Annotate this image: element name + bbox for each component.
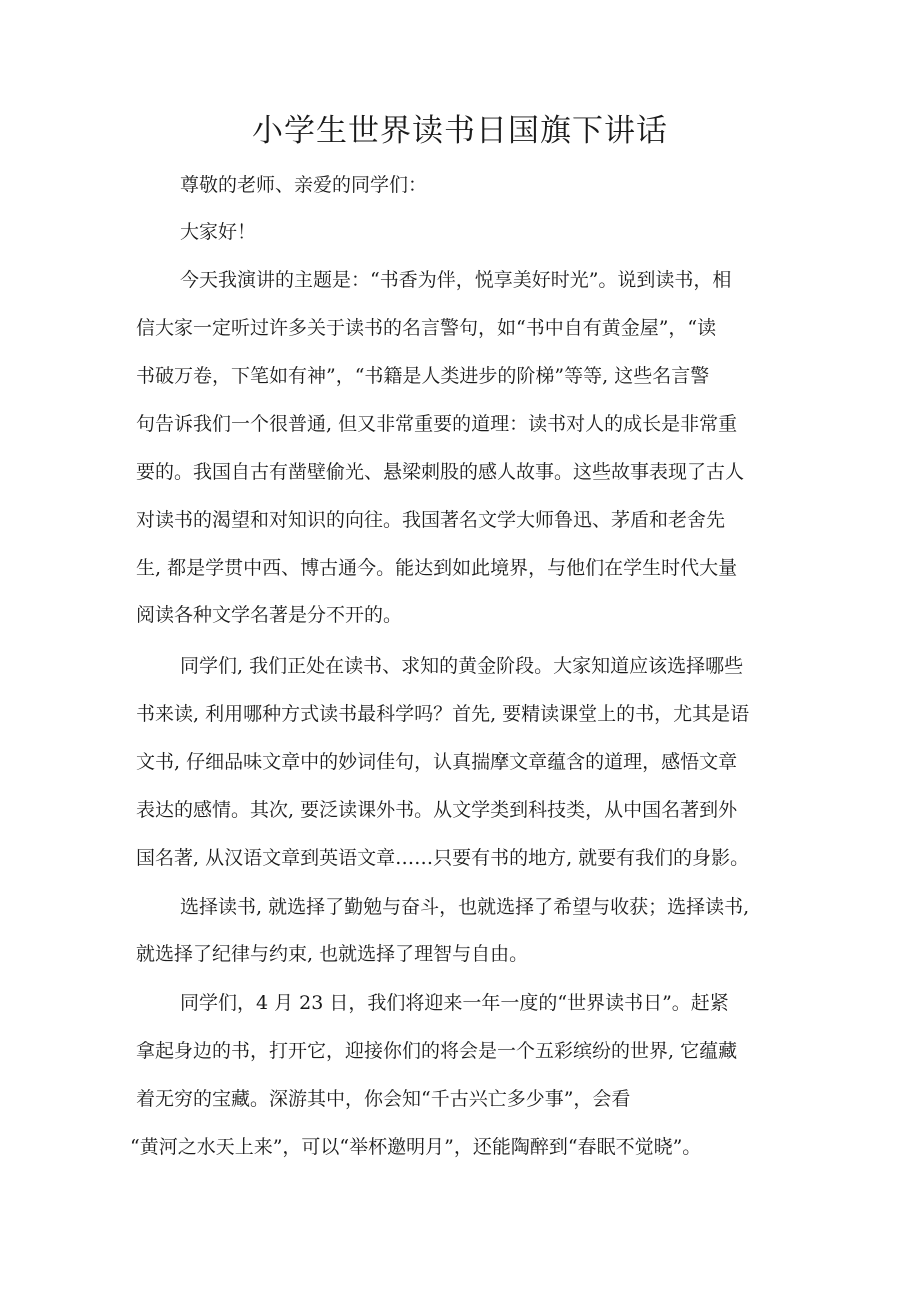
- paragraph-1-line: 句告诉我们一个很普通, 但又非常重要的道理：读书对人的成长是非常重: [136, 413, 738, 435]
- paragraph-3-line: 就选择了纪律与约束, 也就选择了理智与自由。: [136, 943, 529, 965]
- paragraph-2-line: 国名著, 从汉语文章到英语文章……只要有书的地方, 就要有我们的身影。: [136, 847, 750, 869]
- paragraph-1-line: 信大家一定听过许多关于读书的名言警句，如“书中自有黄金屋”，“读: [136, 317, 717, 339]
- paragraph-4-line: “黄河之水天上来”，可以“举杯邀明月”，还能陶醉到“春眠不觉晓”。: [130, 1136, 702, 1158]
- paragraph-2-line: 书来读, 利用哪种方式读书最科学吗？首先, 要精读课堂上的书，尤其是语: [136, 703, 750, 725]
- paragraph-1-line: 生, 都是学贯中西、博古通今。能达到如此境界，与他们在学生时代大量: [136, 557, 738, 579]
- paragraph-4-line: 同学们，4 月 23 日，我们将迎来一年一度的“世界读书日”。赶紧: [180, 992, 729, 1014]
- greeting: 大家好！: [180, 221, 257, 243]
- paragraph-2-line: 表达的感情。其次, 要泛读课外书。从文学类到科技类，从中国名著到外: [136, 799, 738, 821]
- paragraph-3-line: 选择读书, 就选择了勤勉与奋斗，也就选择了希望与收获；选择读书,: [180, 896, 750, 918]
- paragraph-4-line: 拿起身边的书，打开它，迎接你们的将会是一个五彩缤纷的世界, 它蕴藏: [136, 1040, 738, 1062]
- paragraph-4-line: 着无穷的宝藏。深游其中，你会知“千古兴亡多少事”，会看: [136, 1088, 631, 1110]
- salutation: 尊敬的老师、亲爱的同学们：: [180, 174, 428, 196]
- paragraph-2-line: 同学们, 我们正处在读书、求知的黄金阶段。大家知道应该选择哪些: [180, 655, 744, 677]
- paragraph-1-line: 今天我演讲的主题是：“书香为伴，悦享美好时光”。说到读书，相: [180, 269, 732, 291]
- paragraph-1-line: 阅读各种文学名著是分不开的。: [136, 604, 403, 626]
- paragraph-1-line: 对读书的渴望和对知识的向往。我国著名文学大师鲁迅、茅盾和老舍先: [136, 509, 726, 531]
- paragraph-2-line: 文书, 仔细品味文章中的妙词佳句，认真揣摩文章蕴含的道理，感悟文章: [136, 751, 738, 773]
- document-title: 小学生世界读书日国旗下讲话: [252, 113, 668, 149]
- paragraph-1-line: 要的。我国自古有凿壁偷光、悬梁刺股的感人故事。这些故事表现了古人: [136, 461, 745, 483]
- paragraph-1-line: 书破万卷，下笔如有神”，“书籍是人类进步的阶梯”等等, 这些名言警: [136, 365, 710, 387]
